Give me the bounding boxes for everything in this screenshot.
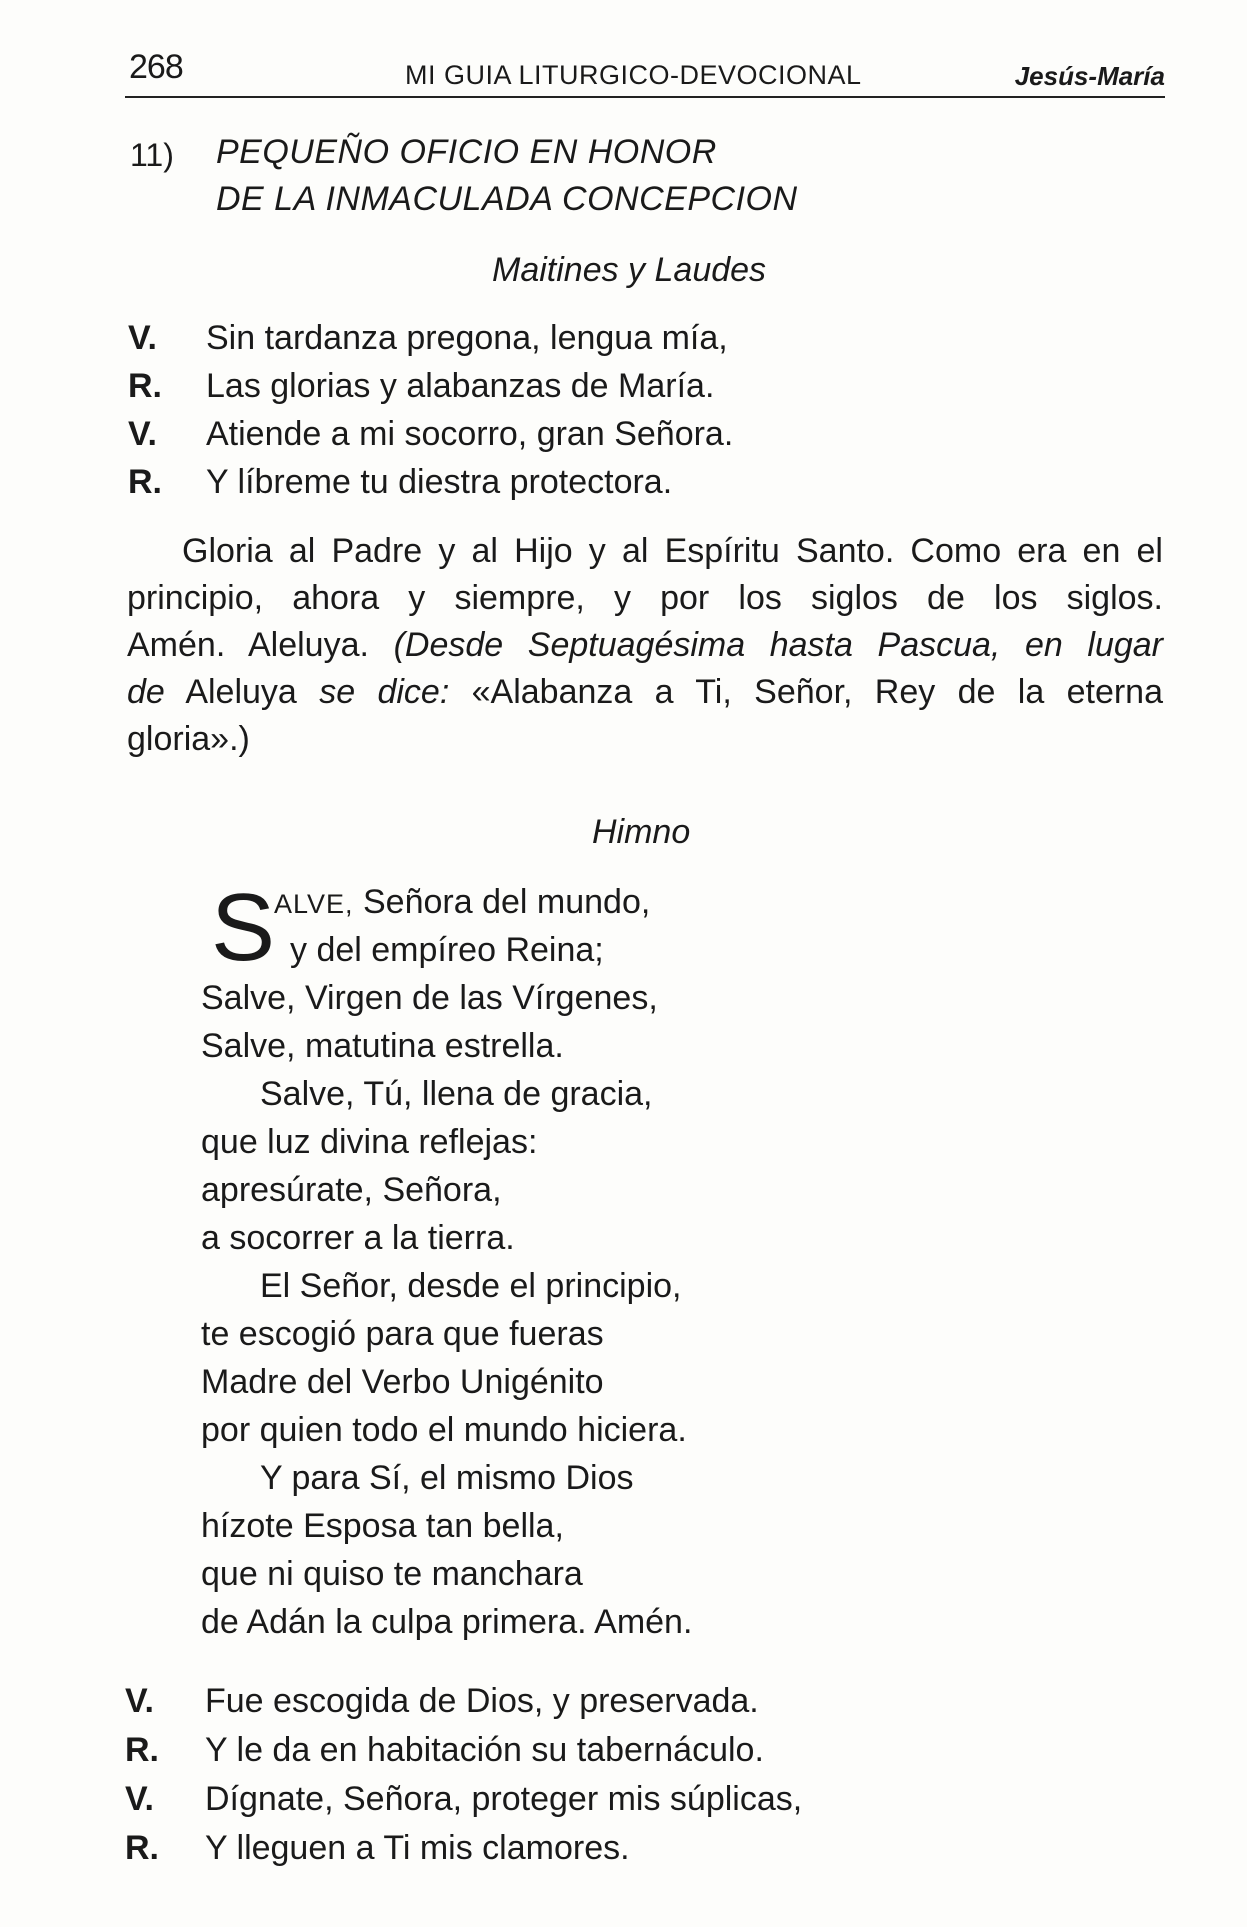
- hymn-line: ALVE, Señora del mundo,: [274, 883, 651, 921]
- versicle-mark: V.: [128, 319, 158, 357]
- gloria-line: [127, 622, 1163, 669]
- response-mark: R.: [128, 367, 162, 405]
- hymn-line: Salve, Tú, llena de gracia,: [260, 1075, 653, 1113]
- gloria-line: gloria».): [127, 720, 250, 758]
- hymn-line: a socorrer a la tierra.: [201, 1219, 515, 1257]
- versicle-mark: V.: [125, 1682, 155, 1720]
- hymn-line: Madre del Verbo Unigénito: [201, 1363, 604, 1401]
- hymn-line: por quien todo el mundo hiciera.: [201, 1411, 687, 1449]
- page-number: 268: [129, 48, 183, 86]
- hymn-line: hízote Esposa tan bella,: [201, 1507, 564, 1545]
- hymn-line: y del empíreo Reina;: [290, 931, 604, 969]
- versicle-mark: V.: [128, 415, 158, 453]
- versicle-text: Dígnate, Señora, proteger mis súplicas,: [205, 1780, 803, 1818]
- gloria-line: principio, ahora y siempre, y por los siglos de los siglos.: [127, 579, 1163, 617]
- response-text: Y lleguen a Ti mis clamores.: [205, 1829, 630, 1867]
- gloria-text: Aleluya: [185, 673, 297, 711]
- page-header: [125, 48, 1165, 98]
- hymn-line: El Señor, desde el principio,: [260, 1267, 682, 1305]
- running-right-title: Jesús-María: [1014, 61, 1165, 91]
- section-number: 11): [130, 137, 174, 173]
- gloria-paragraph: [127, 528, 1163, 763]
- versicle-text: Sin tardanza pregona, lengua mía,: [206, 319, 728, 357]
- hymn-line: apresúrate, Señora,: [201, 1171, 502, 1209]
- rubric-text: de: [127, 673, 165, 711]
- hymn-line: que ni quiso te manchara: [201, 1555, 583, 1593]
- gloria-line: Gloria al Padre y al Hijo y al Espíritu Santo. Como era en el: [182, 532, 1163, 570]
- hymn-line: Salve, matutina estrella.: [201, 1027, 564, 1065]
- section-title-line-2: DE LA INMACULADA CONCEPCION: [216, 180, 798, 218]
- gloria-line: [127, 669, 1163, 716]
- section-title-line-1: PEQUEÑO OFICIO EN HONOR: [216, 133, 717, 171]
- response-text: Y le da en habitación su tabernáculo.: [205, 1731, 764, 1769]
- versicle-mark: V.: [125, 1780, 155, 1818]
- rubric-text: (Desde Septuagésima hasta Pascua, en lugar: [393, 626, 1163, 664]
- response-text: Las glorias y alabanzas de María.: [206, 367, 715, 405]
- response-mark: R.: [128, 463, 162, 501]
- versicle-text: Atiende a mi socorro, gran Señora.: [206, 415, 734, 453]
- hymn-line: te escogió para que fueras: [201, 1315, 604, 1353]
- hymn-line: Salve, Virgen de las Vírgenes,: [201, 979, 658, 1017]
- gloria-text: Amén. Aleluya.: [127, 626, 369, 664]
- hymn-first-word: ALVE,: [274, 889, 354, 919]
- gloria-text: «Alabanza a Ti, Señor, Rey de la eterna: [471, 673, 1163, 711]
- response-text: Y líbreme tu diestra protectora.: [206, 463, 673, 501]
- running-title: MI GUIA LITURGICO-DEVOCIONAL: [405, 60, 862, 90]
- response-mark: R.: [125, 1829, 159, 1867]
- subheading-himno: Himno: [592, 813, 691, 851]
- response-mark: R.: [125, 1731, 159, 1769]
- versicle-text: Fue escogida de Dios, y preservada.: [205, 1682, 759, 1720]
- drop-cap: S: [211, 874, 276, 981]
- hymn-line: de Adán la culpa primera. Amén.: [201, 1603, 693, 1641]
- rubric-text: se dice:: [319, 673, 450, 711]
- hymn-line: Y para Sí, el mismo Dios: [260, 1459, 634, 1497]
- hymn-line: que luz divina reflejas:: [201, 1123, 538, 1161]
- subheading-maitines: Maitines y Laudes: [492, 251, 767, 289]
